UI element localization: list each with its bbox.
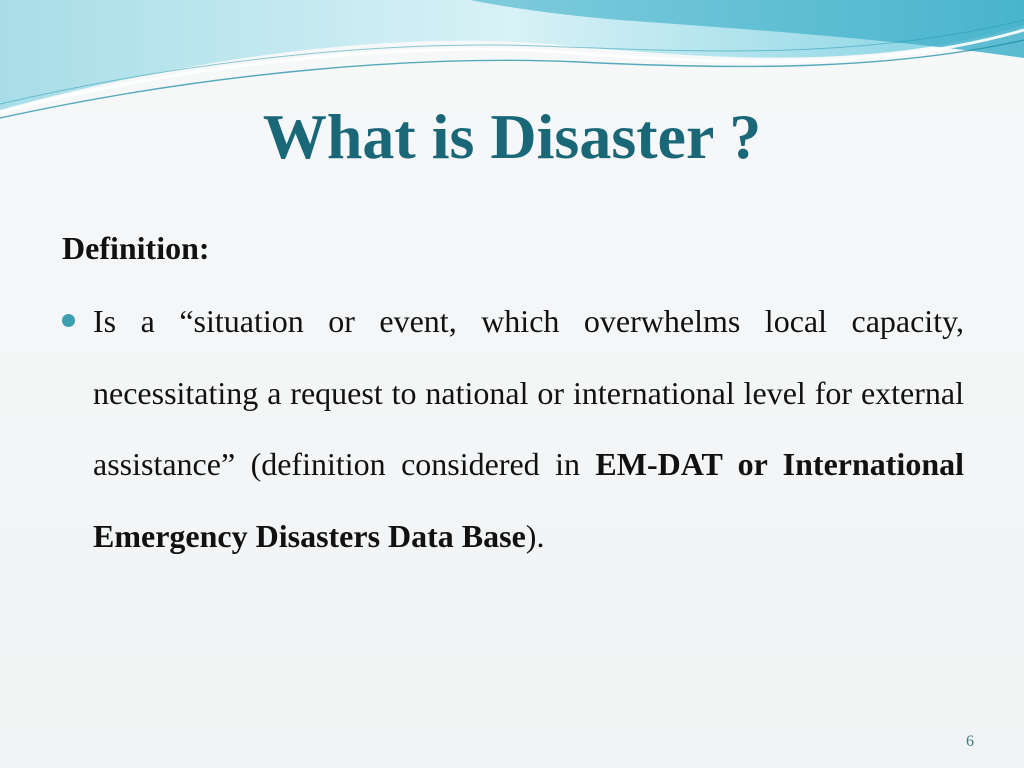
- definition-label: Definition:: [62, 230, 210, 266]
- definition-text-bold: EM-DAT or International Emergency Disasters Data Base: [93, 446, 964, 554]
- definition-bullet: [62, 286, 964, 572]
- definition-text: [93, 286, 964, 572]
- slide-title: What is Disaster ?: [262, 101, 762, 172]
- bullet-icon: [62, 314, 75, 327]
- definition-text-part2: ).: [525, 517, 545, 554]
- definition-text-part1: Is a “situation or event, which overwhelms local capacity, necessitating a request to national or international level for external assistance” (definition considered in: [93, 303, 964, 483]
- page-number: 6: [966, 733, 974, 750]
